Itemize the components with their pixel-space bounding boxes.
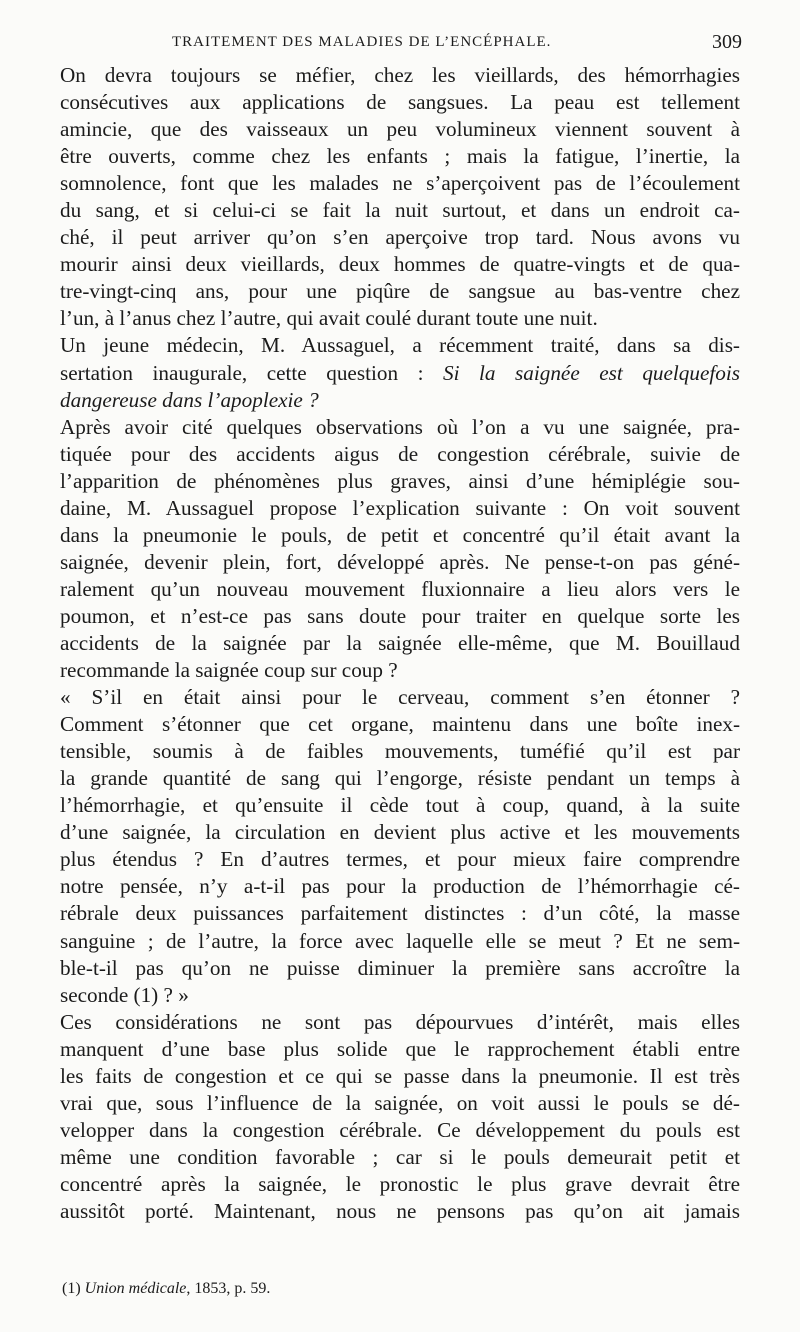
footnote-marker: (1) [62, 1280, 81, 1297]
text-line-content: On devra toujours se méfier, chez les vieillards, des hémorrhagies [60, 63, 740, 87]
text-line-content: l’un, à l’anus chez l’autre, qui avait coulé durant toute une nuit. [60, 306, 598, 331]
text-line-content: Comment s’étonner que cet organe, maintenu dans une boîte inex- [60, 712, 740, 737]
text-line-content: Ces considérations ne sont pas dépourvues d’intérêt, mais elles [60, 1009, 740, 1034]
text-line-content: tensible, soumis à de faibles mouvements, tuméfié qu’il est par [60, 739, 740, 764]
text-line-content: vrai que, sous l’influence de la saignée, on voit aussi le pouls se dé- [60, 1090, 740, 1115]
text-line [60, 89, 740, 116]
text-line [60, 873, 740, 900]
text-line-content: ché, il peut arriver qu’on s’en aperçoive trop tard. Nous avons vu [60, 225, 740, 250]
text-line-content: du sang, et si celui-ci se fait la nuit surtout, et dans un endroit ca- [60, 198, 740, 223]
footnote-details: , 1853, p. 59. [186, 1280, 271, 1297]
text-line-content: manquent d’une base plus solide que le rapprochement établi entre [60, 1036, 740, 1061]
text-line [60, 792, 740, 819]
text-line-content: être ouverts, comme chez les enfants ; mais la fatigue, l’inertie, la [60, 144, 740, 169]
text-line [60, 630, 740, 657]
text-line [60, 387, 740, 414]
text-line [60, 684, 740, 711]
text-line-content: saignée, devenir plein, fort, développé après. Ne pense-t-on pas géné- [60, 549, 740, 574]
text-line-content: tre-vingt-cinq ans, pour une piqûre de sangsue au bas-ventre chez [60, 279, 740, 304]
text-line [60, 765, 740, 792]
text-line [60, 332, 740, 359]
footnote [62, 1280, 270, 1298]
text-line-content: mourir ainsi deux vieillards, deux hommes de quatre-vingts et de qua- [60, 252, 740, 277]
page-header [60, 31, 742, 56]
text-line [60, 1171, 740, 1198]
text-line-content: consécutives aux applications de sangsues. La peau est tellement [60, 90, 740, 115]
text-line-content: somnolence, font que les malades ne s’aperçoivent pas de l’écoulement [60, 171, 740, 196]
text-line [60, 116, 740, 143]
text-line [60, 1117, 740, 1144]
text-line-content: aussitôt porté. Maintenant, nous ne pensons pas qu’on ait jamais [60, 1198, 740, 1223]
text-line-content: velopper dans la congestion cérébrale. Ce développement du pouls est [60, 1117, 740, 1142]
footnote-source: Union médicale [84, 1280, 187, 1297]
text-line [60, 305, 740, 332]
text-line [60, 414, 740, 441]
text-line-content: « S’il en était ainsi pour le cerveau, comment s’en étonner ? [60, 685, 740, 710]
text-line [60, 224, 740, 251]
text-line [60, 441, 740, 468]
text-line [60, 495, 740, 522]
text-line-content: amincie, que des vaisseaux un peu volumineux viennent souvent à [60, 117, 740, 142]
text-line [60, 657, 740, 684]
text-line [60, 549, 740, 576]
text-line [60, 1090, 740, 1117]
text-line-content: plus étendus ? En d’autres termes, et pour mieux faire comprendre [60, 847, 740, 872]
text-line-content: l’hémorrhagie, et qu’ensuite il cède tout à coup, quand, à la suite [60, 793, 740, 818]
text-line-content: l’apparition de phénomènes plus graves, ainsi d’une hémiplégie sou- [60, 468, 740, 493]
italic-text: dangereuse dans l’apoplexie ? [60, 387, 319, 412]
text-line [60, 846, 740, 873]
text-line [60, 468, 740, 495]
text-line [60, 1063, 740, 1090]
text-line-content: les faits de congestion et ce qui se passe dans la pneumonie. Il est très [60, 1063, 740, 1088]
text-line [60, 928, 740, 955]
text-line [60, 603, 740, 630]
text-line-content: poumon, et n’est-ce pas sans doute pour traiter en quelque sorte les [60, 603, 740, 628]
text-line [60, 251, 740, 278]
text-line-content: ble-t-il pas qu’on ne puisse diminuer la première sans accroître la [60, 955, 740, 980]
text-line-content: seconde (1) ? » [60, 982, 189, 1007]
text-line-content: d’une saignée, la circulation en devient plus active et les mouvements [60, 820, 740, 845]
text-line [60, 278, 740, 305]
text-line [60, 576, 740, 603]
text-line [60, 955, 740, 982]
text-line [60, 819, 740, 846]
text-line [60, 900, 740, 927]
text-line-content: sanguine ; de l’autre, la force avec laquelle elle se meut ? Et ne sem- [60, 928, 740, 953]
text-line [60, 1198, 740, 1225]
text-line [60, 143, 740, 170]
text-line-content: rébrale deux puissances parfaitement distinctes : d’un côté, la masse [60, 901, 740, 926]
page-number: 309 [712, 31, 742, 53]
text-line [60, 360, 740, 387]
text-line-content: Après avoir cité quelques observations où l’on a vu une saignée, pra- [60, 414, 740, 439]
text-line [60, 1009, 740, 1036]
text-line-content: recommande la saignée coup sur coup ? [60, 658, 398, 683]
italic-text: Si la saignée est quelquefois [442, 360, 740, 385]
text-line-content: dans la pneumonie le pouls, de petit et concentré qu’il était avant la [60, 522, 740, 547]
text-line [60, 170, 740, 197]
text-line-content: sertation inaugurale, cette question : [60, 360, 443, 385]
running-title: TRAITEMENT DES MALADIES DE L’ENCÉPHALE. [172, 34, 552, 50]
text-line-content: Un jeune médecin, M. Aussaguel, a récemment traité, dans sa dis- [60, 333, 740, 358]
text-line [60, 982, 740, 1009]
text-line-content: concentré après la saignée, le pronostic le plus grave devrait être [60, 1171, 740, 1196]
text-line [60, 1144, 740, 1171]
text-line [60, 738, 740, 765]
text-line-content: notre pensée, n’y a-t-il pas pour la production de l’hémorrhagie cé- [60, 874, 740, 899]
text-line-content: daine, M. Aussaguel propose l’explication suivante : On voit souvent [60, 495, 740, 520]
text-line [60, 522, 740, 549]
body-text [60, 62, 740, 1225]
text-line [60, 711, 740, 738]
text-line-content: accidents de la saignée par la saignée elle-même, que M. Bouillaud [60, 630, 740, 655]
text-line [60, 62, 740, 89]
text-line-content: tiquée pour des accidents aigus de congestion cérébrale, suivie de [60, 441, 740, 466]
text-line-content: la grande quantité de sang qui l’engorge, résiste pendant un temps à [60, 766, 740, 791]
text-line [60, 197, 740, 224]
text-line-content: même une condition favorable ; car si le pouls demeurait petit et [60, 1144, 740, 1169]
text-line [60, 1036, 740, 1063]
text-line-content: ralement qu’un nouveau mouvement fluxionnaire a lieu alors vers le [60, 576, 740, 601]
